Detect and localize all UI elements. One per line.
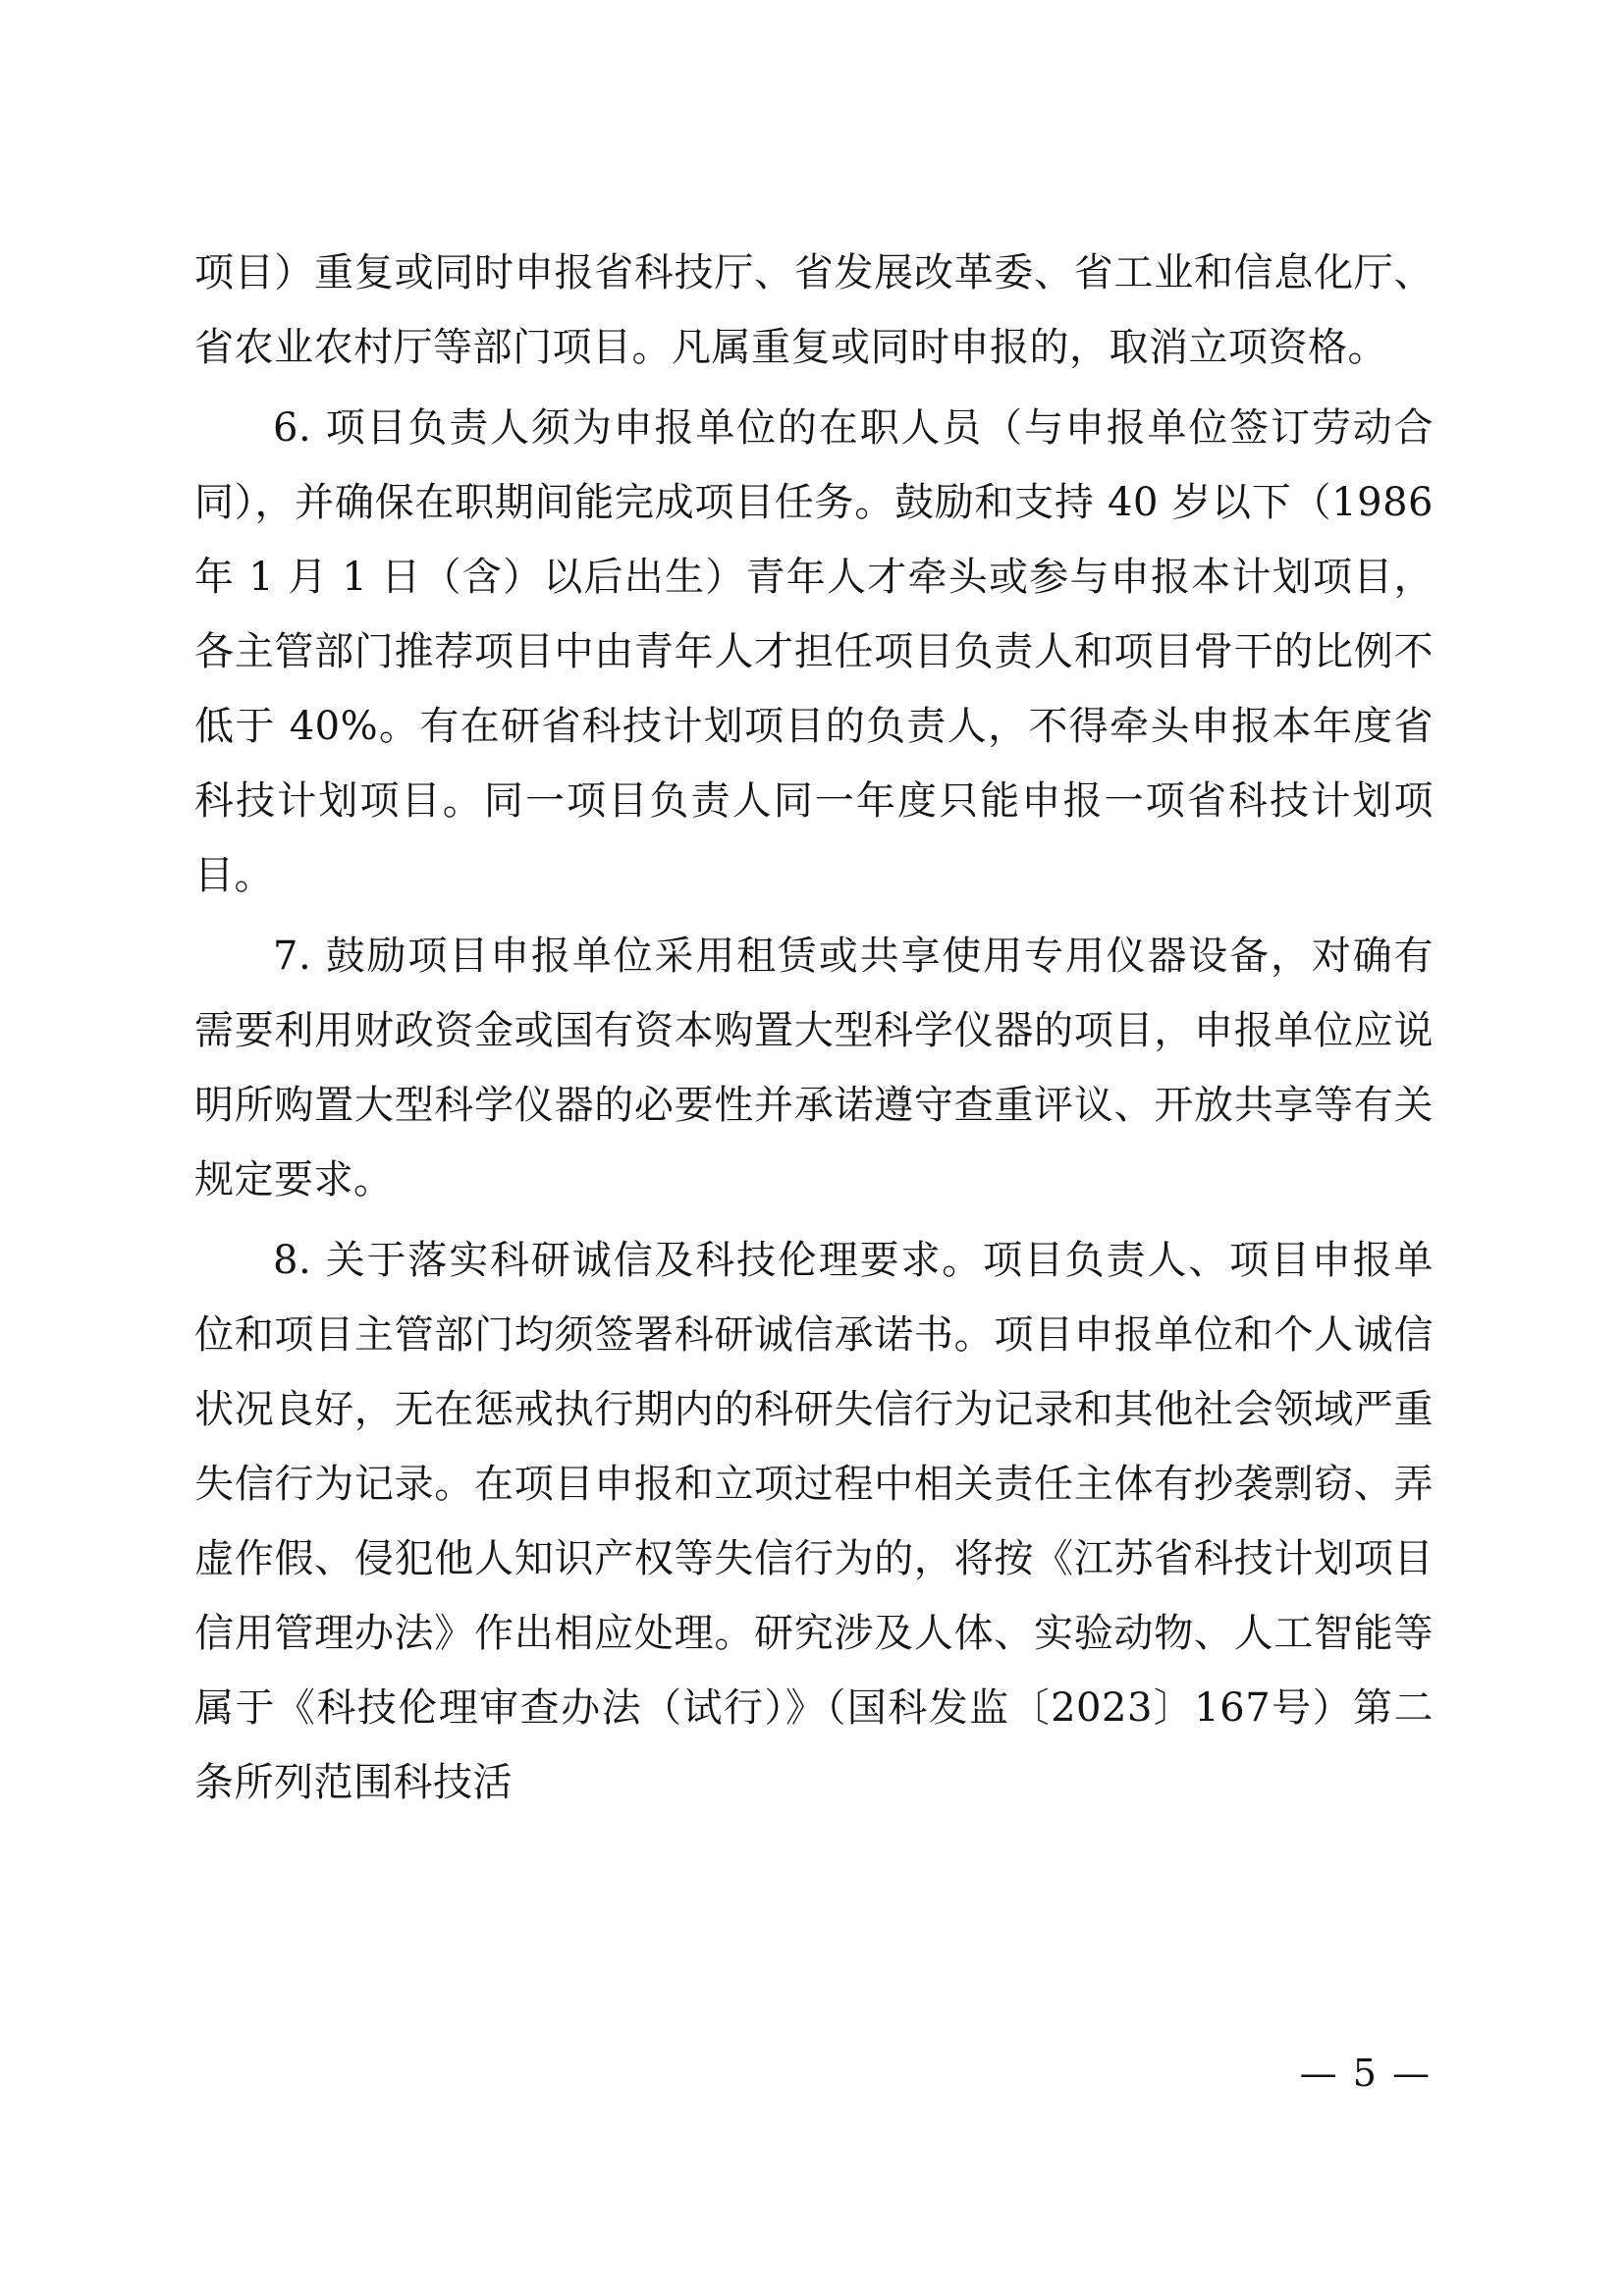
paragraph-item-8: 8. 关于落实科研诚信及科技伦理要求。项目负责人、项目申报单位和项目主管部门均须签署科研诚信承诺书。项目申报单位和个人诚信状况良好，无在惩戒执行期内的科研失信行为记录和其他社会领域严重失信行为记录。在项目申报和立项过程中相关责任主体有抄袭剽窃、弄虚作假、侵犯他人知识产权等失信行为的，将按《江苏省科技计划项目信用管理办法》作出相应处理。研究涉及人体、实验动物、人工智能等属于《科技伦理审查办法（试行）》（国科发监〔2023〕167号）第二条所列范围科技活 <box>194 1238 1434 1805</box>
page-number: — 5 — <box>1299 2052 1432 2095</box>
document-body <box>194 236 1434 1826</box>
paragraph-continued: 项目）重复或同时申报省科技厅、省发展改革委、省工业和信息化厅、省农业农村厅等部门项目。凡属重复或同时申报的，取消立项资格。 <box>194 250 1434 370</box>
paragraph-item-7: 7. 鼓励项目申报单位采用租赁或共享使用专用仪器设备，对确有需要利用财政资金或国有资本购置大型科学仪器的项目，申报单位应说明所购置大型科学仪器的必要性并承诺遵守查重评议、开放共享等有关规定要求。 <box>194 934 1434 1202</box>
paragraph-item-6: 6. 项目负责人须为申报单位的在职人员（与申报单位签订劳动合同），并确保在职期间能完成项目任务。鼓励和支持 40 岁以下（1986 年 1 月 1 日（含）以后出生）青年人才牵头或参与申报本计划项目，各主管部门推荐项目中由青年人才担任项目负责人和项目骨干的比例不低于 40%。有在研省科技计划项目的负责人，不得牵头申报本年度省科技计划项目。同一项目负责人同一年度只能申报一项省科技计划项目。 <box>194 405 1434 898</box>
